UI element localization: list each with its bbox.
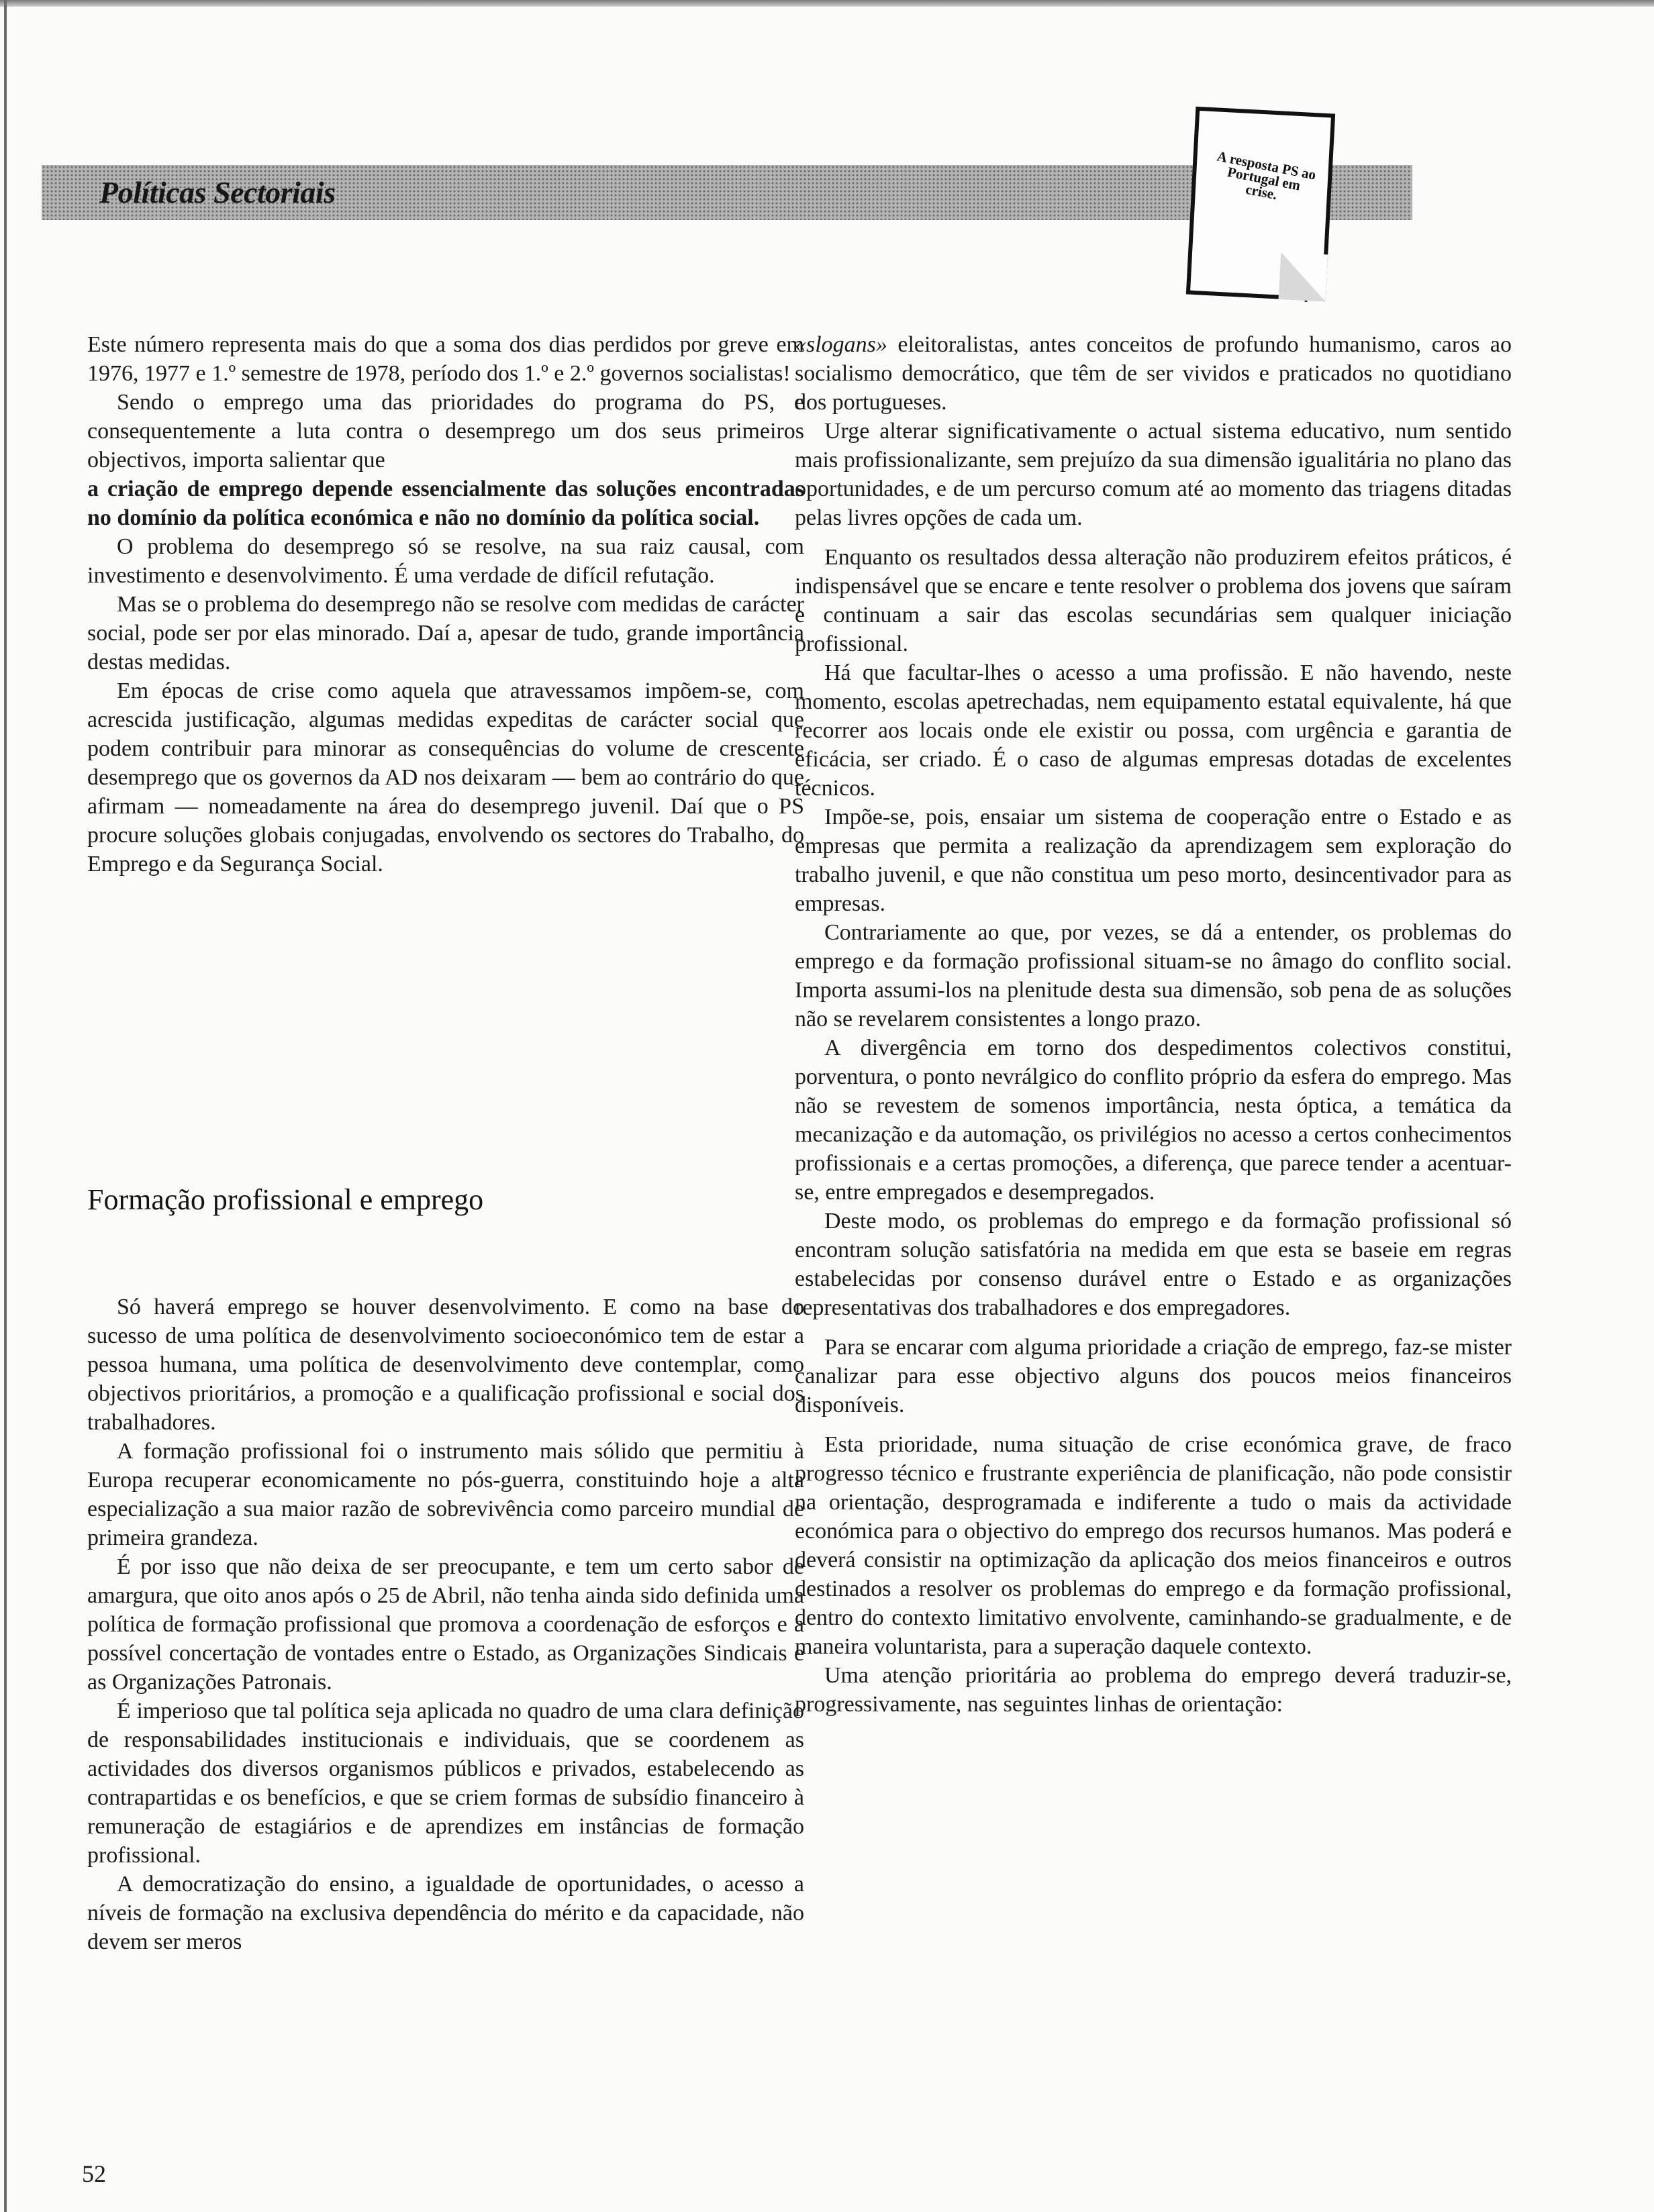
top-edge-rule [0,0,1654,7]
right-column [795,330,1512,1719]
paragraph: Uma atenção prioritária ao problema do emprego deverá traduzir-se, progressivamente, nas seguintes linhas de orientação: [795,1663,1512,1717]
paragraph: A divergência em torno dos despedimentos colectivos constitui, porventura, o ponto nevrálgico do conflito próprio da esfera do emprego. Mas não se revestem de somenos importância, nesta óptica, a temática da mecanização e da automação, os privilégios no acesso a certos conhecimentos profissionais e a certas promoções, a diferença, que parece tender a acentuar-se, entre empregados e desempregados. [795,1036,1512,1205]
paragraph: Urge alterar significativamente o actual sistema educativo, num sentido mais profissionalizante, sem prejuízo da sua dimensão igualitária no plano das oportunidades, e de um percurso comum até ao momento das triagens ditadas pelas livres opções de cada um. [795,419,1512,530]
paragraph: Esta prioridade, numa situação de crise económica grave, de fraco progresso técnico e frustrante experiência de planificação, não pode consistir na orientação, desprogramada e indiferente a tudo o mais da actividade económica para o objectivo do emprego dos recursos humanos. Mas poderá e deverá consistir na optimização da aplicação dos meios financeiros e outros destinados a resolver os problemas do emprego e da formação profissional, dentro do contexto limitativo envolvente, caminhando-se gradualmente, e de maneira voluntarista, para a superação daquele contexto. [795,1432,1512,1659]
paragraph-bold [87,474,804,532]
paragraph-continuation: eleitoralistas, antes conceitos de profundo humanismo, caros ao socialismo democrático, que têm de ser vividos e praticados no quotidiano dos portugueses. [795,332,1512,415]
booklet-icon [1183,107,1351,305]
paragraph: É imperioso que tal política seja aplicada no quadro de uma clara definição de responsabilidades institucionais e individuais, que se coordenem as actividades dos diversos organismos públicos e privados, estabelecendo as contrapartidas e os benefícios, e que se criem formas de subsídio financeiro à remuneração de estagiários e de aprendizes em instâncias de formação profissional. [87,1699,804,1868]
slogans-word: «slogans» [795,332,887,357]
paragraph: Este número representa mais do que a soma dos dias perdidos por greve em 1976, 1977 e 1.º semestre de 1978, período dos 1.º e 2.º governos socialistas! [87,332,804,386]
paragraph: A formação profissional foi o instrumento mais sólido que permitiu à Europa recuperar economicamente no pós-guerra, constituindo hoje a alta especialização a sua maior razão de sobrevivência como parceiro mundial de primeira grandeza. [87,1439,804,1550]
paragraph: Só haverá emprego se houver desenvolvimento. E como na base do sucesso de uma política de desenvolvimento socioeconómico tem de estar a pessoa humana, uma política de desenvolvimento deve contemplar, como objectivos prioritários, a promoção e a qualificação profissional e social dos trabalhadores. [87,1295,804,1435]
section-label: Políticas Sectoriais [99,175,336,209]
bold-statement: a criação de emprego depende essencialmente das soluções encontradas no domínio da política económica e não no domínio da política social. [87,476,804,530]
booklet-cover [1186,107,1335,302]
paragraph: Impõe-se, pois, ensaiar um sistema de cooperação entre o Estado e as empresas que permita a realização da aprendizagem sem exploração do trabalho juvenil, e que não constitua um peso morto, desincentivador para as empresas. [795,805,1512,916]
paragraph: Contrariamente ao que, por vezes, se dá a entender, os problemas do emprego e da formação profissional situam-se no âmago do conflito social. Importa assumi-los na plenitude desta sua dimensão, sob pena de as soluções não se revelarem consistentes a longo prazo. [795,920,1512,1032]
paragraph: Para se encarar com alguma prioridade a criação de emprego, faz-se mister canalizar para esse objectivo alguns dos poucos meios financeiros disponíveis. [795,1335,1512,1417]
subheading: Formação profissional e emprego [87,1183,484,1216]
paragraph: O problema do desemprego só se resolve, na sua raiz causal, com investimento e desenvolvimento. É uma verdade de difícil refutação. [87,534,804,588]
paragraph [795,330,1512,417]
left-column-top [87,330,804,878]
rose-icon [1290,272,1322,304]
booklet-title: A resposta PS ao Portugal em crise. [1216,148,1318,203]
paragraph: Deste modo, os problemas do emprego e da formação profissional só encontram solução satisfatória na medida em que esta se baseie em regras estabelecidas por consenso durável entre o Estado e as organizações representativas dos trabalhadores e dos empregadores. [795,1209,1512,1320]
page-number: 52 [82,2160,106,2187]
left-edge-rule [4,0,7,2212]
paragraph: Sendo o emprego uma das prioridades do programa do PS, e consequentemente a luta contra o desemprego um dos seus primeiros objectivos, importa salientar que [87,390,804,472]
paragraph: Há que facultar-lhes o acesso a uma profissão. E não havendo, neste momento, escolas apetrechadas, nem equipamento estatal equivalente, há que recorrer aos locais onde ele existir ou possa, com urgência e garantia de eficácia, ser criado. É o caso de algumas empresas dotadas de excelentes técnicos. [795,660,1512,801]
paragraph: A democratização do ensino, a igualdade de oportunidades, o acesso a níveis de formação na exclusiva dependência do mérito e da capacidade, não devem ser meros [87,1872,804,1954]
paragraph: É por isso que não deixa de ser preocupante, e tem um certo sabor de amargura, que oito anos após o 25 de Abril, não tenha ainda sido definida uma política de formação profissional que promova a coordenação de esforços e a possível concertação de vontades entre o Estado, as Organizações Sindicais e as Organizações Patronais. [87,1554,804,1695]
left-column-bottom [87,1293,804,1956]
paragraph: Em épocas de crise como aquela que atravessamos impõem-se, com acrescida justificação, algumas medidas expeditas de carácter social que podem contribuir para minorar as consequências do volume de crescente desemprego que os governos da AD nos deixaram — bem ao contrário do que afirmam — nomeadamente na área do desemprego juvenil. Daí que o PS procure soluções globais conjugadas, envolvendo os sectores do Trabalho, do Emprego e da Segurança Social. [87,678,804,876]
paragraph: Enquanto os resultados dessa alteração não produzirem efeitos práticos, é indispensável que se encare e tente resolver o problema dos jovens que saíram e continuam a sair das escolas secundárias sem qualquer iniciação profissional. [795,545,1512,656]
paragraph: Mas se o problema do desemprego não se resolve com medidas de carácter social, pode ser por elas minorado. Daí a, apesar de tudo, grande importância destas medidas. [87,592,804,674]
